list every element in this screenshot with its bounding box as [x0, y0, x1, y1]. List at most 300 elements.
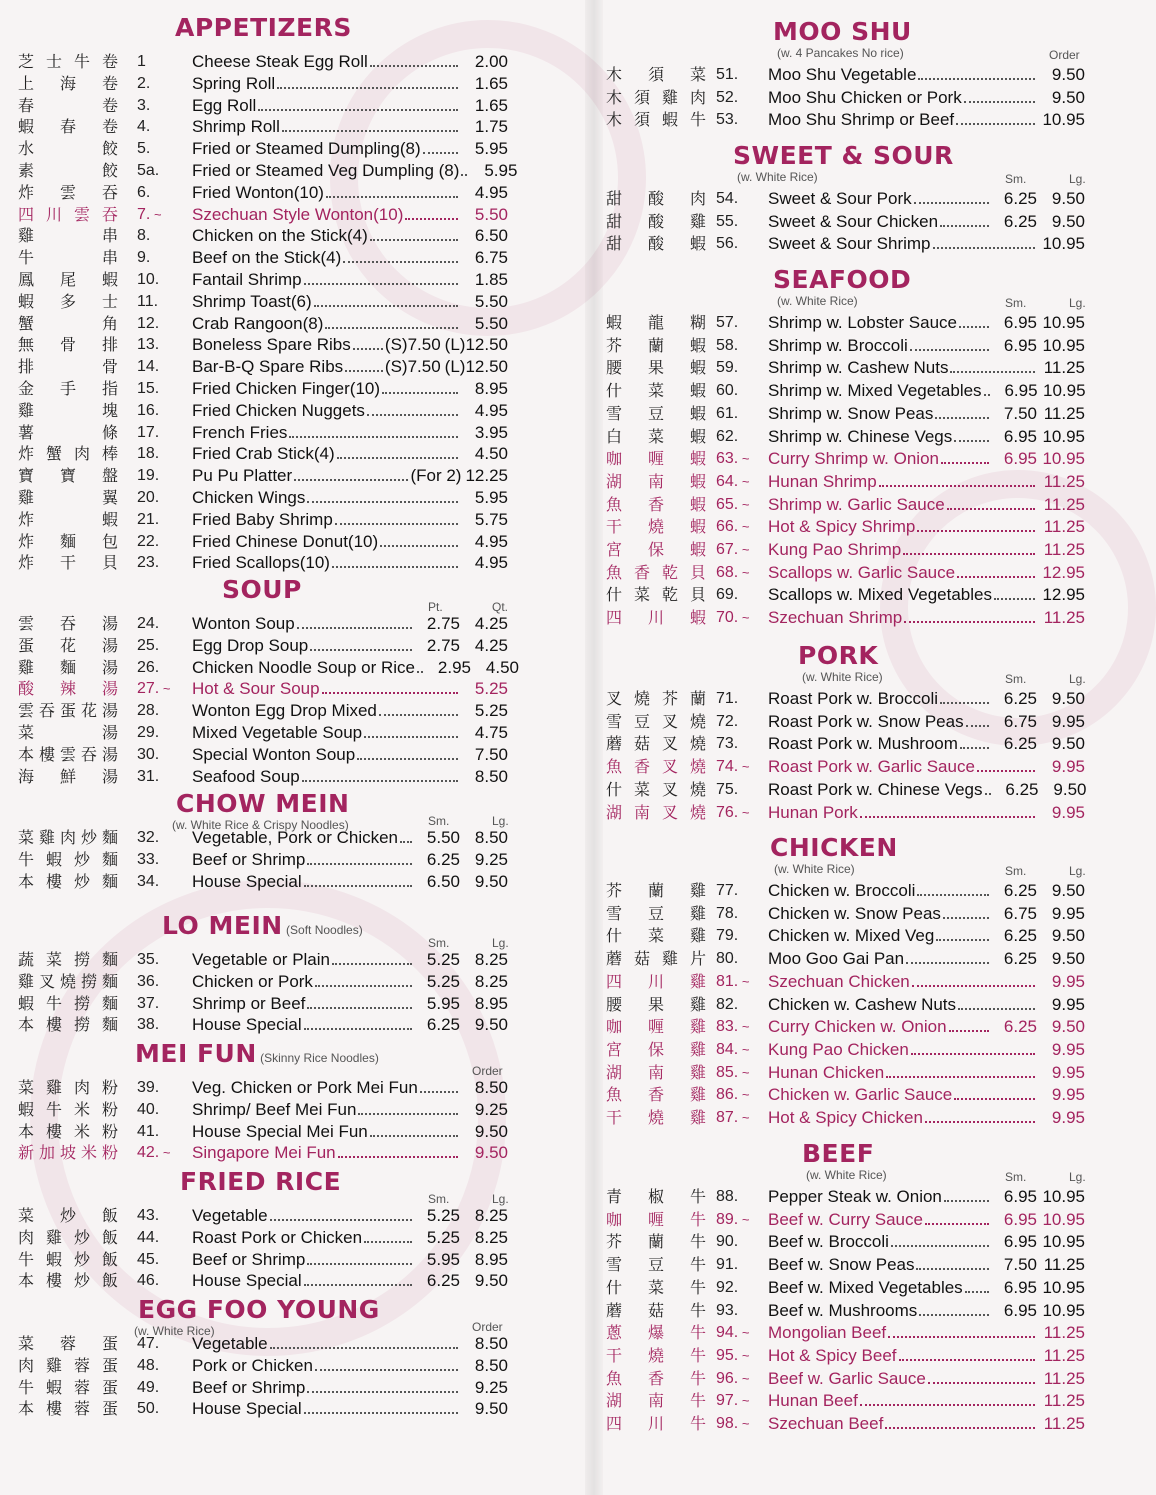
menu-item[interactable] — [598, 584, 1098, 605]
menu-item[interactable] — [598, 1039, 1098, 1060]
menu-item-price-small: 6.25 — [426, 1271, 460, 1291]
menu-item-chinese-name: 蟹 角 — [18, 313, 118, 333]
menu-item-name: Beef w. Mushrooms — [768, 1300, 918, 1320]
section-title-text: SOUP — [222, 575, 302, 604]
menu-item[interactable] — [0, 613, 520, 634]
menu-item[interactable] — [598, 733, 1098, 754]
menu-item-number-text: 45. — [137, 1250, 160, 1268]
menu-item-name: Cheese Steak Egg Roll — [192, 52, 368, 71]
menu-item-price-small: 6.25 — [1003, 949, 1037, 969]
menu-item-name: Roast Pork w. Broccoli — [768, 689, 939, 708]
menu-item-number — [137, 613, 177, 634]
menu-item[interactable] — [0, 1333, 520, 1354]
menu-item[interactable] — [0, 1398, 520, 1419]
menu-item-price-large: 9.95 — [1051, 994, 1085, 1014]
dot-leader — [304, 283, 458, 285]
menu-item-number-text: 67. — [716, 541, 739, 558]
dot-leader — [879, 485, 1035, 487]
menu-item-line — [768, 1277, 1085, 1298]
menu-item-line — [768, 233, 1085, 254]
menu-item[interactable] — [598, 711, 1098, 732]
section-note: (w. White Rice) — [737, 170, 818, 184]
menu-item-number-text: 13. — [137, 336, 160, 354]
menu-item-chinese-name: 雪 豆 雞 — [606, 903, 706, 923]
menu-item[interactable] — [0, 160, 520, 181]
menu-item[interactable] — [598, 1322, 1098, 1343]
menu-item[interactable] — [598, 756, 1098, 777]
dot-leader — [956, 123, 1035, 125]
menu-item[interactable] — [598, 312, 1098, 333]
menu-item[interactable] — [0, 269, 520, 290]
menu-item[interactable] — [598, 448, 1098, 469]
menu-item-number — [716, 1016, 756, 1037]
menu-item-name: Shrimp w. Chinese Vegs — [768, 426, 953, 446]
menu-item[interactable] — [0, 138, 520, 159]
menu-item-name: Beef or Shrimp — [192, 1249, 306, 1269]
menu-item[interactable] — [0, 247, 520, 268]
menu-item[interactable] — [598, 607, 1098, 628]
menu-item[interactable] — [598, 1413, 1098, 1434]
menu-item-number-text: 14. — [137, 358, 160, 376]
menu-item-line — [768, 756, 1085, 777]
menu-item-number — [137, 334, 177, 355]
menu-item-price-large: 11.25 — [1043, 1255, 1085, 1275]
menu-item[interactable] — [598, 562, 1098, 583]
dot-leader — [940, 225, 989, 227]
menu-item[interactable] — [0, 509, 520, 530]
menu-item[interactable] — [0, 51, 520, 72]
menu-item-number-text: 28. — [137, 702, 160, 720]
menu-item[interactable] — [598, 494, 1098, 515]
menu-item-number — [137, 744, 177, 765]
menu-item-name: Curry Chicken w. Onion — [768, 1017, 947, 1037]
menu-item-price-large: 9.95 — [1051, 971, 1085, 991]
menu-item[interactable] — [0, 678, 520, 699]
menu-item[interactable] — [598, 1254, 1098, 1275]
menu-item[interactable] — [0, 993, 520, 1014]
menu-item[interactable] — [598, 880, 1098, 901]
menu-item-line — [768, 87, 1085, 108]
menu-item[interactable] — [0, 378, 520, 399]
menu-item[interactable] — [0, 400, 520, 421]
menu-item[interactable] — [598, 188, 1098, 209]
menu-item[interactable] — [0, 182, 520, 203]
menu-item-price-small: 6.25 — [426, 849, 460, 869]
menu-item-price-small: 2.75 — [426, 635, 460, 655]
menu-item[interactable] — [598, 994, 1098, 1015]
price-column-head-large: Lg. — [1069, 296, 1086, 310]
menu-item-chinese-name: 湖 南 牛 — [606, 1391, 706, 1411]
menu-item[interactable] — [0, 1014, 520, 1035]
menu-item[interactable] — [598, 1368, 1098, 1389]
menu-item[interactable] — [598, 1062, 1098, 1083]
menu-item[interactable] — [0, 225, 520, 246]
dot-leader — [370, 239, 458, 241]
menu-item-name: Beef w. Curry Sauce — [768, 1209, 923, 1229]
menu-item-number-text: 32. — [137, 829, 160, 846]
price-column-head-small: Sm. — [1005, 672, 1027, 686]
menu-item-chinese-name: 叉 燒 芥 蘭 — [606, 689, 706, 708]
menu-item-line — [192, 678, 508, 699]
menu-item[interactable] — [598, 1231, 1098, 1252]
menu-item[interactable] — [0, 766, 520, 787]
section-title — [798, 642, 1098, 670]
menu-item-line — [192, 378, 508, 399]
section-title-text: APPETIZERS — [175, 13, 352, 42]
dot-leader — [304, 1412, 458, 1414]
menu-item-number — [137, 1121, 177, 1142]
menu-item-line — [768, 948, 1085, 969]
menu-item[interactable] — [0, 334, 520, 355]
menu-item-price-small: 5.25 — [426, 1227, 460, 1247]
menu-item-price-large: 4.50 — [485, 657, 520, 677]
dot-leader — [367, 414, 458, 416]
menu-item-price-large: 9.95 — [1051, 1062, 1085, 1082]
menu-item-name: Hunan Beef — [768, 1391, 858, 1411]
menu-item-chinese-name: 什 菜 乾 貝 — [606, 585, 706, 605]
chili-pepper-icon: ~ — [738, 1110, 750, 1125]
menu-item-name: Hunan Pork — [768, 802, 858, 822]
menu-item-name: House Special — [192, 1015, 302, 1035]
menu-item[interactable] — [598, 779, 1098, 800]
menu-item-number — [137, 700, 177, 721]
menu-item-number — [137, 73, 177, 94]
chili-pepper-icon: ~ — [738, 973, 750, 989]
menu-item-line — [192, 871, 508, 892]
menu-item[interactable] — [598, 109, 1098, 130]
section-note: (w. White Rice) — [134, 1324, 215, 1338]
section-title-text: CHOW MEIN — [176, 789, 350, 818]
menu-item[interactable] — [598, 64, 1098, 85]
menu-item[interactable] — [0, 722, 520, 743]
menu-item-name: Shrimp w. Broccoli — [768, 335, 908, 355]
price-column-head-large: Order — [472, 1320, 503, 1334]
menu-item-chinese-name: 干 燒 牛 — [606, 1345, 706, 1365]
menu-item-number — [716, 1107, 756, 1128]
dot-leader — [325, 327, 458, 329]
menu-item[interactable] — [598, 1390, 1098, 1411]
menu-item[interactable] — [598, 211, 1098, 232]
menu-item-chinese-name: 甜 酸 蝦 — [606, 234, 706, 254]
menu-item[interactable] — [598, 403, 1098, 424]
menu-item-line — [768, 1231, 1085, 1252]
menu-item-number-text: 51. — [716, 66, 739, 83]
section-title-text: SWEET & SOUR — [733, 141, 954, 170]
menu-item[interactable] — [0, 971, 520, 992]
menu-item[interactable] — [0, 313, 520, 334]
dot-leader — [917, 894, 989, 896]
chili-pepper-icon: ~ — [738, 1087, 750, 1103]
menu-item[interactable] — [598, 903, 1098, 924]
dot-leader — [965, 1291, 989, 1293]
section-title — [773, 18, 1098, 46]
menu-item-chinese-name: 白 菜 蝦 — [606, 426, 706, 446]
dot-leader — [277, 87, 458, 89]
menu-item-number-text: 90. — [716, 1233, 739, 1251]
menu-item-price-small: 5.95 — [426, 1249, 460, 1269]
menu-item[interactable] — [0, 700, 520, 721]
dot-leader — [916, 1268, 989, 1270]
dot-leader — [310, 649, 412, 651]
menu-item[interactable] — [598, 426, 1098, 447]
menu-item-line — [192, 1333, 508, 1354]
menu-item-line — [192, 116, 508, 137]
menu-item[interactable] — [0, 849, 520, 870]
menu-item-chinese-name: 雞 塊 — [18, 400, 118, 420]
menu-item-price-large: 1.85 — [474, 270, 508, 289]
menu-item-price-large: 4.75 — [474, 723, 508, 742]
menu-item[interactable] — [598, 1300, 1098, 1321]
dot-leader — [960, 747, 989, 749]
dot-leader — [984, 394, 990, 396]
menu-item-price-large: 5.95 — [474, 139, 508, 159]
menu-item[interactable] — [0, 949, 520, 970]
menu-item[interactable] — [0, 657, 520, 678]
menu-item-number-text: 33. — [137, 850, 160, 868]
menu-item-price-large: 9.50 — [1051, 211, 1085, 231]
menu-item-line — [192, 291, 508, 312]
menu-item-price-large: 10.95 — [1043, 381, 1086, 401]
dot-leader — [335, 523, 458, 525]
price-column-head-large: Order — [472, 1064, 503, 1078]
menu-item-number — [716, 1390, 756, 1411]
menu-item[interactable] — [598, 1345, 1098, 1366]
dot-leader — [302, 780, 458, 782]
menu-item-number — [137, 993, 177, 1014]
menu-item-line — [192, 73, 508, 94]
dot-leader — [977, 770, 1035, 772]
menu-item-number — [137, 1099, 177, 1120]
menu-item[interactable] — [598, 925, 1098, 946]
menu-item-name: Shrimp w. Mixed Vegetables — [768, 381, 982, 401]
menu-item-price-large: 10.95 — [1042, 426, 1085, 446]
price-column-head-large: Lg. — [492, 936, 509, 950]
menu-item[interactable] — [0, 635, 520, 656]
menu-item[interactable] — [0, 1077, 520, 1098]
menu-item-price-large: 6.75 — [474, 248, 508, 268]
dot-leader — [936, 939, 989, 941]
chili-pepper-icon: ~ — [738, 1325, 750, 1341]
menu-item-line — [192, 313, 508, 334]
menu-item[interactable] — [598, 539, 1098, 560]
menu-item-number — [716, 109, 756, 130]
menu-item-price-small: 6.25 — [1005, 779, 1039, 799]
menu-item[interactable] — [598, 1016, 1098, 1037]
menu-item[interactable] — [598, 357, 1098, 378]
menu-item-name: House Special — [192, 871, 302, 891]
menu-item-name: Hot & Spicy Shrimp — [768, 517, 916, 537]
menu-item[interactable] — [598, 380, 1098, 401]
menu-item-number — [137, 51, 177, 72]
menu-item-number — [137, 1014, 177, 1035]
menu-item-price-large: 4.95 — [474, 400, 508, 420]
menu-item[interactable] — [0, 1142, 520, 1163]
menu-item[interactable] — [598, 471, 1098, 492]
dot-leader — [338, 1156, 458, 1158]
menu-item-number-text: 57. — [716, 314, 739, 331]
menu-item-number — [137, 1398, 177, 1419]
dot-leader — [925, 1121, 1035, 1123]
menu-item-price-large: 11.25 — [1043, 494, 1085, 514]
menu-item-number — [716, 1039, 756, 1060]
menu-item-line — [768, 1345, 1085, 1366]
dot-leader — [370, 65, 458, 67]
menu-item-chinese-name: 咖 喱 蝦 — [606, 449, 706, 469]
menu-item[interactable] — [0, 443, 520, 464]
menu-item-number-text: 69. — [716, 586, 739, 604]
menu-item[interactable] — [0, 1205, 520, 1226]
menu-item[interactable] — [0, 1227, 520, 1248]
menu-item[interactable] — [598, 1209, 1098, 1230]
menu-item[interactable] — [598, 233, 1098, 254]
menu-item[interactable] — [0, 73, 520, 94]
dot-leader — [297, 627, 412, 629]
menu-item-price-small: 5.50 — [426, 828, 460, 847]
menu-item-line — [192, 766, 508, 787]
menu-item-number-text: 7. — [137, 205, 151, 223]
menu-item[interactable] — [0, 827, 520, 848]
menu-item-number — [716, 1368, 756, 1389]
menu-item-name: Moo Shu Shrimp or Beef — [768, 110, 955, 130]
menu-item-price-large: 8.50 — [474, 1355, 508, 1375]
menu-item-number — [716, 312, 756, 333]
menu-item-number-text: 82. — [716, 995, 739, 1013]
price-column-head-large: Lg. — [1069, 672, 1086, 686]
menu-item-price-small: (For 2) — [410, 466, 462, 486]
menu-item[interactable] — [598, 802, 1098, 823]
menu-item[interactable] — [0, 1099, 520, 1120]
menu-item-chinese-name: 肉 雞 蓉 蛋 — [18, 1355, 118, 1375]
menu-item-number-text: 11. — [137, 292, 159, 310]
menu-item[interactable] — [0, 465, 520, 486]
dot-leader — [903, 553, 1035, 555]
menu-item[interactable] — [0, 1355, 520, 1376]
menu-item[interactable] — [598, 688, 1098, 709]
menu-item-chinese-name: 春 卷 — [18, 95, 118, 115]
menu-item-name: Shrimp/ Beef Mei Fun — [192, 1099, 357, 1119]
menu-item[interactable] — [0, 422, 520, 443]
menu-item-line — [768, 994, 1085, 1015]
menu-item-line — [192, 443, 508, 464]
menu-item-chinese-name: 甜 酸 肉 — [606, 189, 706, 208]
menu-item-number — [716, 903, 756, 924]
menu-item-chinese-name: 雲 吞 湯 — [18, 614, 118, 633]
menu-item-price-large: 9.50 — [1053, 779, 1087, 799]
menu-item-name: Wonton Soup — [192, 614, 295, 633]
menu-item[interactable] — [0, 531, 520, 552]
menu-item[interactable] — [598, 948, 1098, 969]
menu-item[interactable] — [0, 1377, 520, 1398]
menu-item-line — [768, 1039, 1085, 1060]
menu-item-number — [716, 779, 756, 800]
menu-item-number — [716, 64, 756, 85]
price-column-head-small: Sm. — [1005, 296, 1027, 310]
menu-item[interactable] — [598, 1186, 1098, 1207]
menu-item-number — [716, 711, 756, 732]
menu-item-number-text: 77. — [716, 882, 739, 899]
menu-item-price-small: 6.25 — [1003, 926, 1037, 946]
dot-leader — [966, 725, 989, 727]
dot-leader — [380, 545, 458, 547]
menu-item[interactable] — [0, 116, 520, 137]
menu-item[interactable] — [0, 291, 520, 312]
chili-pepper-icon: ~ — [738, 1064, 750, 1080]
menu-item[interactable] — [0, 204, 520, 225]
menu-item-name: Fried Chicken Finger(10) — [192, 379, 381, 398]
menu-item-number-text: 36. — [137, 972, 160, 990]
menu-item-name: Sweet & Sour Shrimp — [768, 234, 931, 254]
price-column-head-large: Lg. — [492, 814, 509, 828]
menu-item[interactable] — [0, 1121, 520, 1142]
menu-item-name: Boneless Spare Ribs — [192, 335, 351, 355]
menu-item[interactable] — [598, 1084, 1098, 1105]
menu-item-price-large: 10.95 — [1042, 335, 1085, 355]
menu-item-number — [137, 291, 177, 312]
menu-item-price-large: 8.95 — [474, 993, 508, 1013]
menu-item-line — [192, 465, 508, 486]
dot-leader — [954, 1098, 1035, 1100]
menu-item[interactable] — [0, 744, 520, 765]
menu-item[interactable] — [0, 95, 520, 116]
menu-item-line — [192, 334, 508, 355]
menu-item-line — [192, 849, 508, 870]
price-column-head-large: Order — [1049, 48, 1080, 62]
menu-item[interactable] — [0, 871, 520, 892]
menu-item[interactable] — [0, 1270, 520, 1291]
menu-item[interactable] — [0, 1249, 520, 1270]
dot-leader — [307, 1007, 412, 1009]
menu-item-number-text: 35. — [137, 951, 160, 968]
menu-item-line — [192, 422, 508, 443]
menu-item-price-large: 6.50 — [474, 226, 508, 246]
menu-item-line — [192, 949, 508, 970]
menu-item-number — [716, 516, 756, 537]
menu-item-price-small: 2.75 — [426, 614, 460, 633]
menu-item-chinese-name: 芝 士 牛 卷 — [18, 52, 118, 71]
menu-item-line — [768, 188, 1085, 209]
menu-item-price-large: 4.50 — [474, 444, 508, 464]
menu-item[interactable] — [598, 335, 1098, 356]
menu-item[interactable] — [0, 487, 520, 508]
menu-item-number-text: 19. — [137, 467, 160, 485]
menu-item-name: Fried Crab Stick(4) — [192, 444, 335, 464]
chili-pepper-icon: ~ — [738, 519, 750, 535]
menu-item[interactable] — [598, 1107, 1098, 1128]
menu-item[interactable] — [598, 1277, 1098, 1298]
menu-item-name: Scallops w. Garlic Sauce — [768, 562, 956, 582]
menu-item-number — [716, 494, 756, 515]
menu-item-price-small: 6.75 — [1003, 711, 1037, 731]
menu-item-number-text: 79. — [716, 927, 739, 945]
menu-item-price-large: 8.50 — [474, 766, 508, 786]
menu-item-number — [716, 426, 756, 447]
menu-item-price-small: 5.25 — [426, 1206, 460, 1225]
menu-item[interactable] — [0, 552, 520, 573]
menu-item-chinese-name: 牛 串 — [18, 248, 118, 268]
section-title-text: LO MEIN — [162, 911, 283, 940]
menu-item-chinese-name: 宮 保 蝦 — [606, 540, 706, 559]
menu-item-number — [716, 1277, 756, 1298]
menu-item[interactable] — [598, 87, 1098, 108]
menu-item[interactable] — [0, 356, 520, 377]
menu-item-line — [768, 1062, 1085, 1083]
menu-item[interactable] — [598, 971, 1098, 992]
menu-item-line — [192, 1227, 508, 1248]
menu-item-chinese-name: 菜 蓉 蛋 — [18, 1334, 118, 1353]
menu-item-number-text: 48. — [137, 1356, 160, 1374]
menu-item[interactable] — [598, 516, 1098, 537]
menu-item-number — [716, 688, 756, 709]
